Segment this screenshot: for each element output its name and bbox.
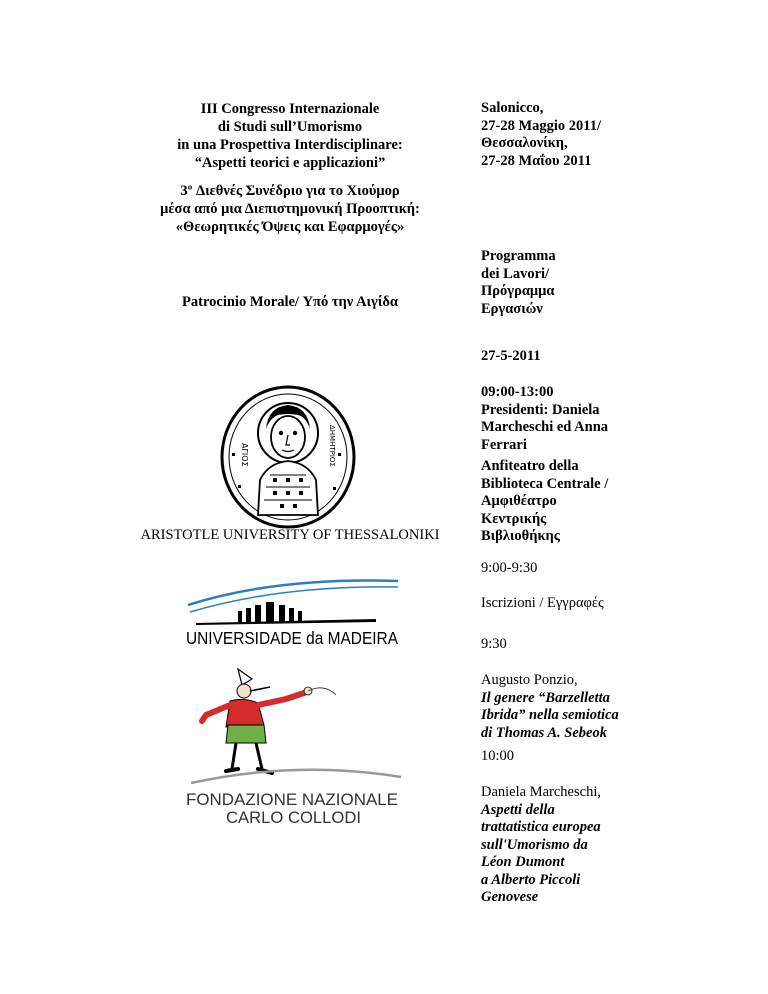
programme-line: dei Lavori/: [481, 265, 550, 282]
aristotle-university-seal-logo: [218, 385, 358, 530]
venue-line: Βιβλιοθήκης: [481, 528, 560, 544]
location-line: 27-28 Maggio 2011/: [481, 117, 602, 134]
talk2-title-line: Genovese: [481, 889, 539, 905]
talk1-speaker: Augusto Ponzio,: [481, 672, 578, 688]
session-presidents-line: Marcheschi ed Anna: [481, 419, 609, 435]
registration-time: 9:00-9:30: [481, 560, 538, 576]
talk2-time: 10:00: [481, 748, 515, 764]
talk2-speaker: Daniela Marcheschi,: [481, 784, 601, 800]
location-line: Salonicco,: [481, 100, 544, 116]
programme-line: Πρόγραμμα: [481, 283, 555, 299]
location-line: Θεσσαλονίκη,: [481, 135, 568, 151]
congress-title-greek: [120, 182, 460, 236]
session-presidents-line: Presidenti: Daniela: [481, 401, 600, 418]
talk1-title-line: di Thomas A. Sebeok: [481, 724, 607, 741]
congress-title-line: “Aspetti teorici e applicazioni”: [194, 155, 386, 171]
venue-line: Anfiteatro della: [481, 458, 579, 474]
programme-line: Programma: [481, 248, 556, 264]
seal-inscription-right: ΔΗΜΗΤΡΙΟΣ: [328, 425, 336, 467]
collodi-wordmark-line2: CARLO COLLODI: [226, 809, 361, 827]
venue-line: Κεντρικής: [481, 510, 547, 527]
patronage-label: Patrocinio Morale/ Υπό την Αιγίδα: [182, 294, 398, 310]
session-presidents-line: Ferrari: [481, 436, 527, 453]
fondazione-collodi-logo: [186, 665, 401, 830]
seal-inscription-left: ΑΓΙΟΣ: [240, 443, 249, 467]
programme-heading: [481, 248, 656, 318]
congress-title-line: di Studi sull’Umorismo: [217, 119, 363, 135]
congress-greek-line: μέσα από μια Διεπιστημονική Προοπτική:: [160, 201, 420, 217]
talk1-title-line: Il genere “Barzelletta: [481, 689, 610, 706]
location-line: 27-28 Μαΐου 2011: [481, 152, 592, 169]
talk2-title-line: Aspetti della: [481, 801, 555, 818]
university-label: ARISTOTLE UNIVERSITY OF THESSALONIKI: [140, 527, 440, 543]
venue-line: Αμφιθέατρο: [481, 493, 557, 509]
collodi-wordmark-line1: FONDAZIONE NAZIONALE: [186, 791, 398, 809]
congress-title-line: in una Prospettiva Interdisciplinare:: [177, 137, 403, 153]
universidade-madeira-logo: [186, 575, 401, 650]
congress-title: [120, 100, 460, 172]
schedule-date: 27-5-2011: [481, 348, 541, 364]
talk2-title-line: trattatistica europea: [481, 819, 601, 835]
congress-greek-line: 3º Διεθνές Συνέδριο για το Χιούμορ: [180, 183, 400, 199]
congress-title-line: III Congresso Internazionale: [200, 101, 380, 117]
talk2-title-line: sull'Umorismo da: [481, 836, 588, 853]
venue-line: Biblioteca Centrale /: [481, 475, 609, 492]
location-block: [481, 100, 656, 170]
session-info: [481, 384, 656, 454]
talk2-title-line: Léon Dumont: [481, 854, 565, 870]
talk1-title-line: Ibrida” nella semiotica: [481, 707, 619, 723]
talk2: [481, 784, 656, 907]
talk2-title-line: a Alberto Piccoli: [481, 871, 581, 888]
registration-label: Iscrizioni / Εγγραφές: [481, 595, 604, 611]
talk1: [481, 672, 656, 742]
congress-greek-line: «Θεωρητικές Όψεις και Εφαρμογές»: [175, 219, 405, 235]
programme-line: Εργασιών: [481, 300, 543, 317]
madeira-wordmark: UNIVERSIDADE da MADEIRA: [186, 628, 399, 648]
venue-block: [481, 458, 656, 546]
talk1-time: 9:30: [481, 636, 507, 652]
session-time: 09:00-13:00: [481, 384, 554, 400]
